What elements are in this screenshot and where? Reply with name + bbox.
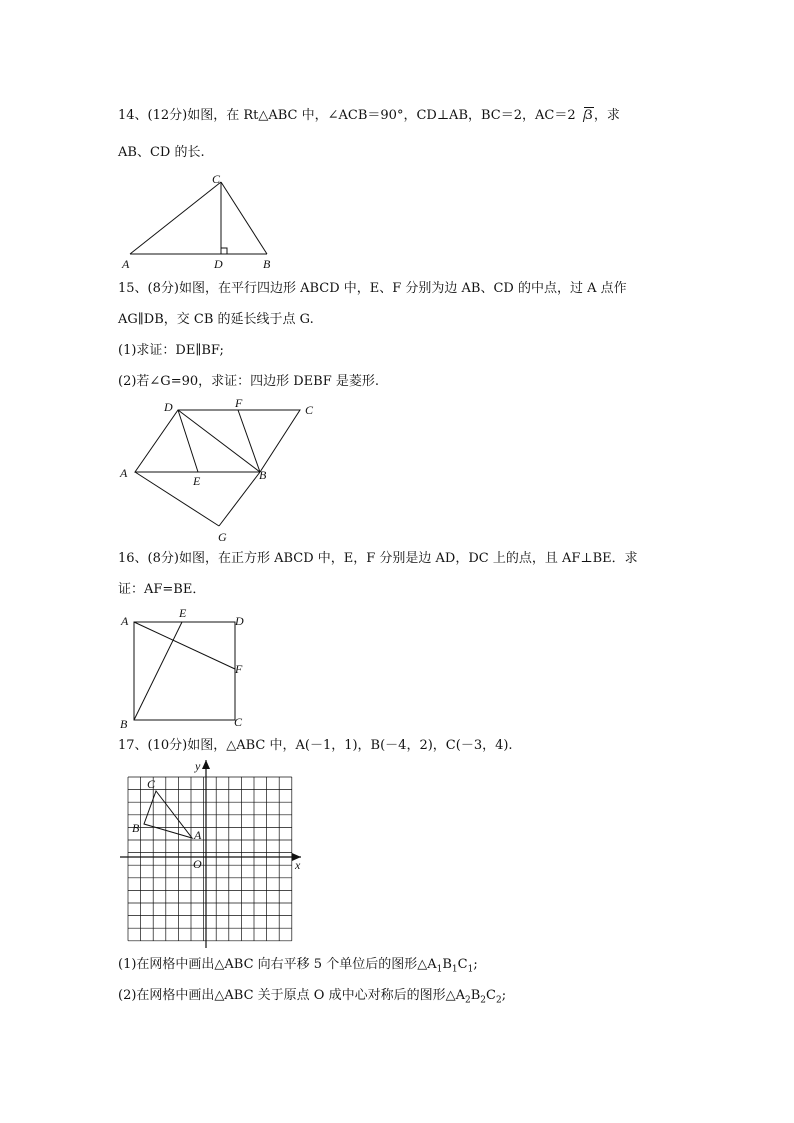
label-C: C bbox=[234, 715, 243, 729]
q17-line1: 17、(10分)如图，△ABC 中，A(－1，1)，B(－4，2)，C(－3，4). bbox=[118, 738, 513, 753]
q17-part2: (2)在网格中画出△ABC 关于原点 O 成中心对称后的图形$\triangle A_2B_2C_2$; bbox=[118, 988, 507, 1006]
q15-line2: AG∥DB，交 CB 的延长线于点 G. bbox=[118, 312, 314, 327]
q15-part1: (1)求证：DE∥BF; bbox=[118, 343, 224, 358]
segment-BE bbox=[134, 622, 182, 720]
q16-line2: 证：AF=BE． bbox=[118, 582, 206, 597]
label-A: A bbox=[194, 828, 202, 842]
sqrt-symbol: 3 bbox=[577, 108, 594, 124]
label-C: C bbox=[212, 172, 221, 186]
q15-line1: 15、(8分)如图，在平行四边形 ABCD 中，E、F 分别为边 AB、CD 的中点，过 A 点作 bbox=[118, 281, 627, 296]
label-D: D bbox=[164, 400, 173, 414]
segment-FB bbox=[238, 410, 260, 472]
label-B: B bbox=[259, 468, 267, 482]
segment-AF bbox=[134, 622, 235, 669]
label-A: A bbox=[122, 257, 130, 271]
right-angle-mark bbox=[221, 248, 227, 254]
q14-line2: AB、CD 的长. bbox=[118, 145, 205, 160]
label-O: O bbox=[193, 857, 202, 871]
label-G: G bbox=[218, 530, 227, 544]
label-B: B bbox=[120, 717, 128, 731]
label-x: x bbox=[295, 858, 301, 872]
label-A: A bbox=[121, 614, 129, 628]
label-D: D bbox=[214, 257, 223, 271]
label-B: B bbox=[263, 257, 271, 271]
segment-AG bbox=[135, 472, 219, 526]
q16-square-figure bbox=[115, 603, 265, 733]
label-B: B bbox=[132, 821, 140, 835]
q17-coordinate-grid bbox=[115, 755, 315, 955]
label-C: C bbox=[147, 777, 156, 791]
q16-line1: 16、(8分)如图，在正方形 ABCD 中，E，F 分别是边 AD，DC 上的点，且 AF⊥BE．求 bbox=[118, 551, 638, 566]
q14-side-CB bbox=[221, 182, 267, 254]
parallelogram-ABCD bbox=[135, 410, 300, 472]
label-A: A bbox=[120, 466, 128, 480]
label-E: E bbox=[193, 474, 201, 488]
q15-part2: (2)若∠G=90，求证：四边形 DEBF 是菱形. bbox=[118, 374, 380, 389]
label-y: y bbox=[195, 759, 201, 773]
q14-side-AC bbox=[130, 182, 221, 254]
segment-BG bbox=[219, 472, 260, 526]
q14-line1: 14、(12分)如图，在 Rt△ABC 中，∠ACB＝90°，CD⊥AB，BC＝2，AC＝2 3，求 bbox=[118, 108, 620, 123]
q14-text: 14、(12分)如图，在 Rt△ABC 中，∠ACB＝90°，CD⊥AB，BC＝2，AC＝2 bbox=[118, 108, 576, 123]
label-D: D bbox=[235, 614, 244, 628]
q15-parallelogram-figure bbox=[115, 395, 330, 545]
segment-DE bbox=[178, 410, 198, 472]
label-C: C bbox=[305, 403, 314, 417]
q14-triangle-figure bbox=[115, 170, 285, 275]
square-ABCD bbox=[134, 622, 235, 720]
diagonal-DB bbox=[178, 410, 260, 472]
q17-part1: (1)在网格中画出△ABC 向右平移 5 个单位后的图形$\triangle A_1B_1C_1$; bbox=[118, 957, 478, 975]
label-F: F bbox=[235, 396, 243, 410]
label-F: F bbox=[235, 662, 243, 676]
y-axis-arrow-icon bbox=[202, 760, 210, 769]
label-E: E bbox=[179, 606, 187, 620]
